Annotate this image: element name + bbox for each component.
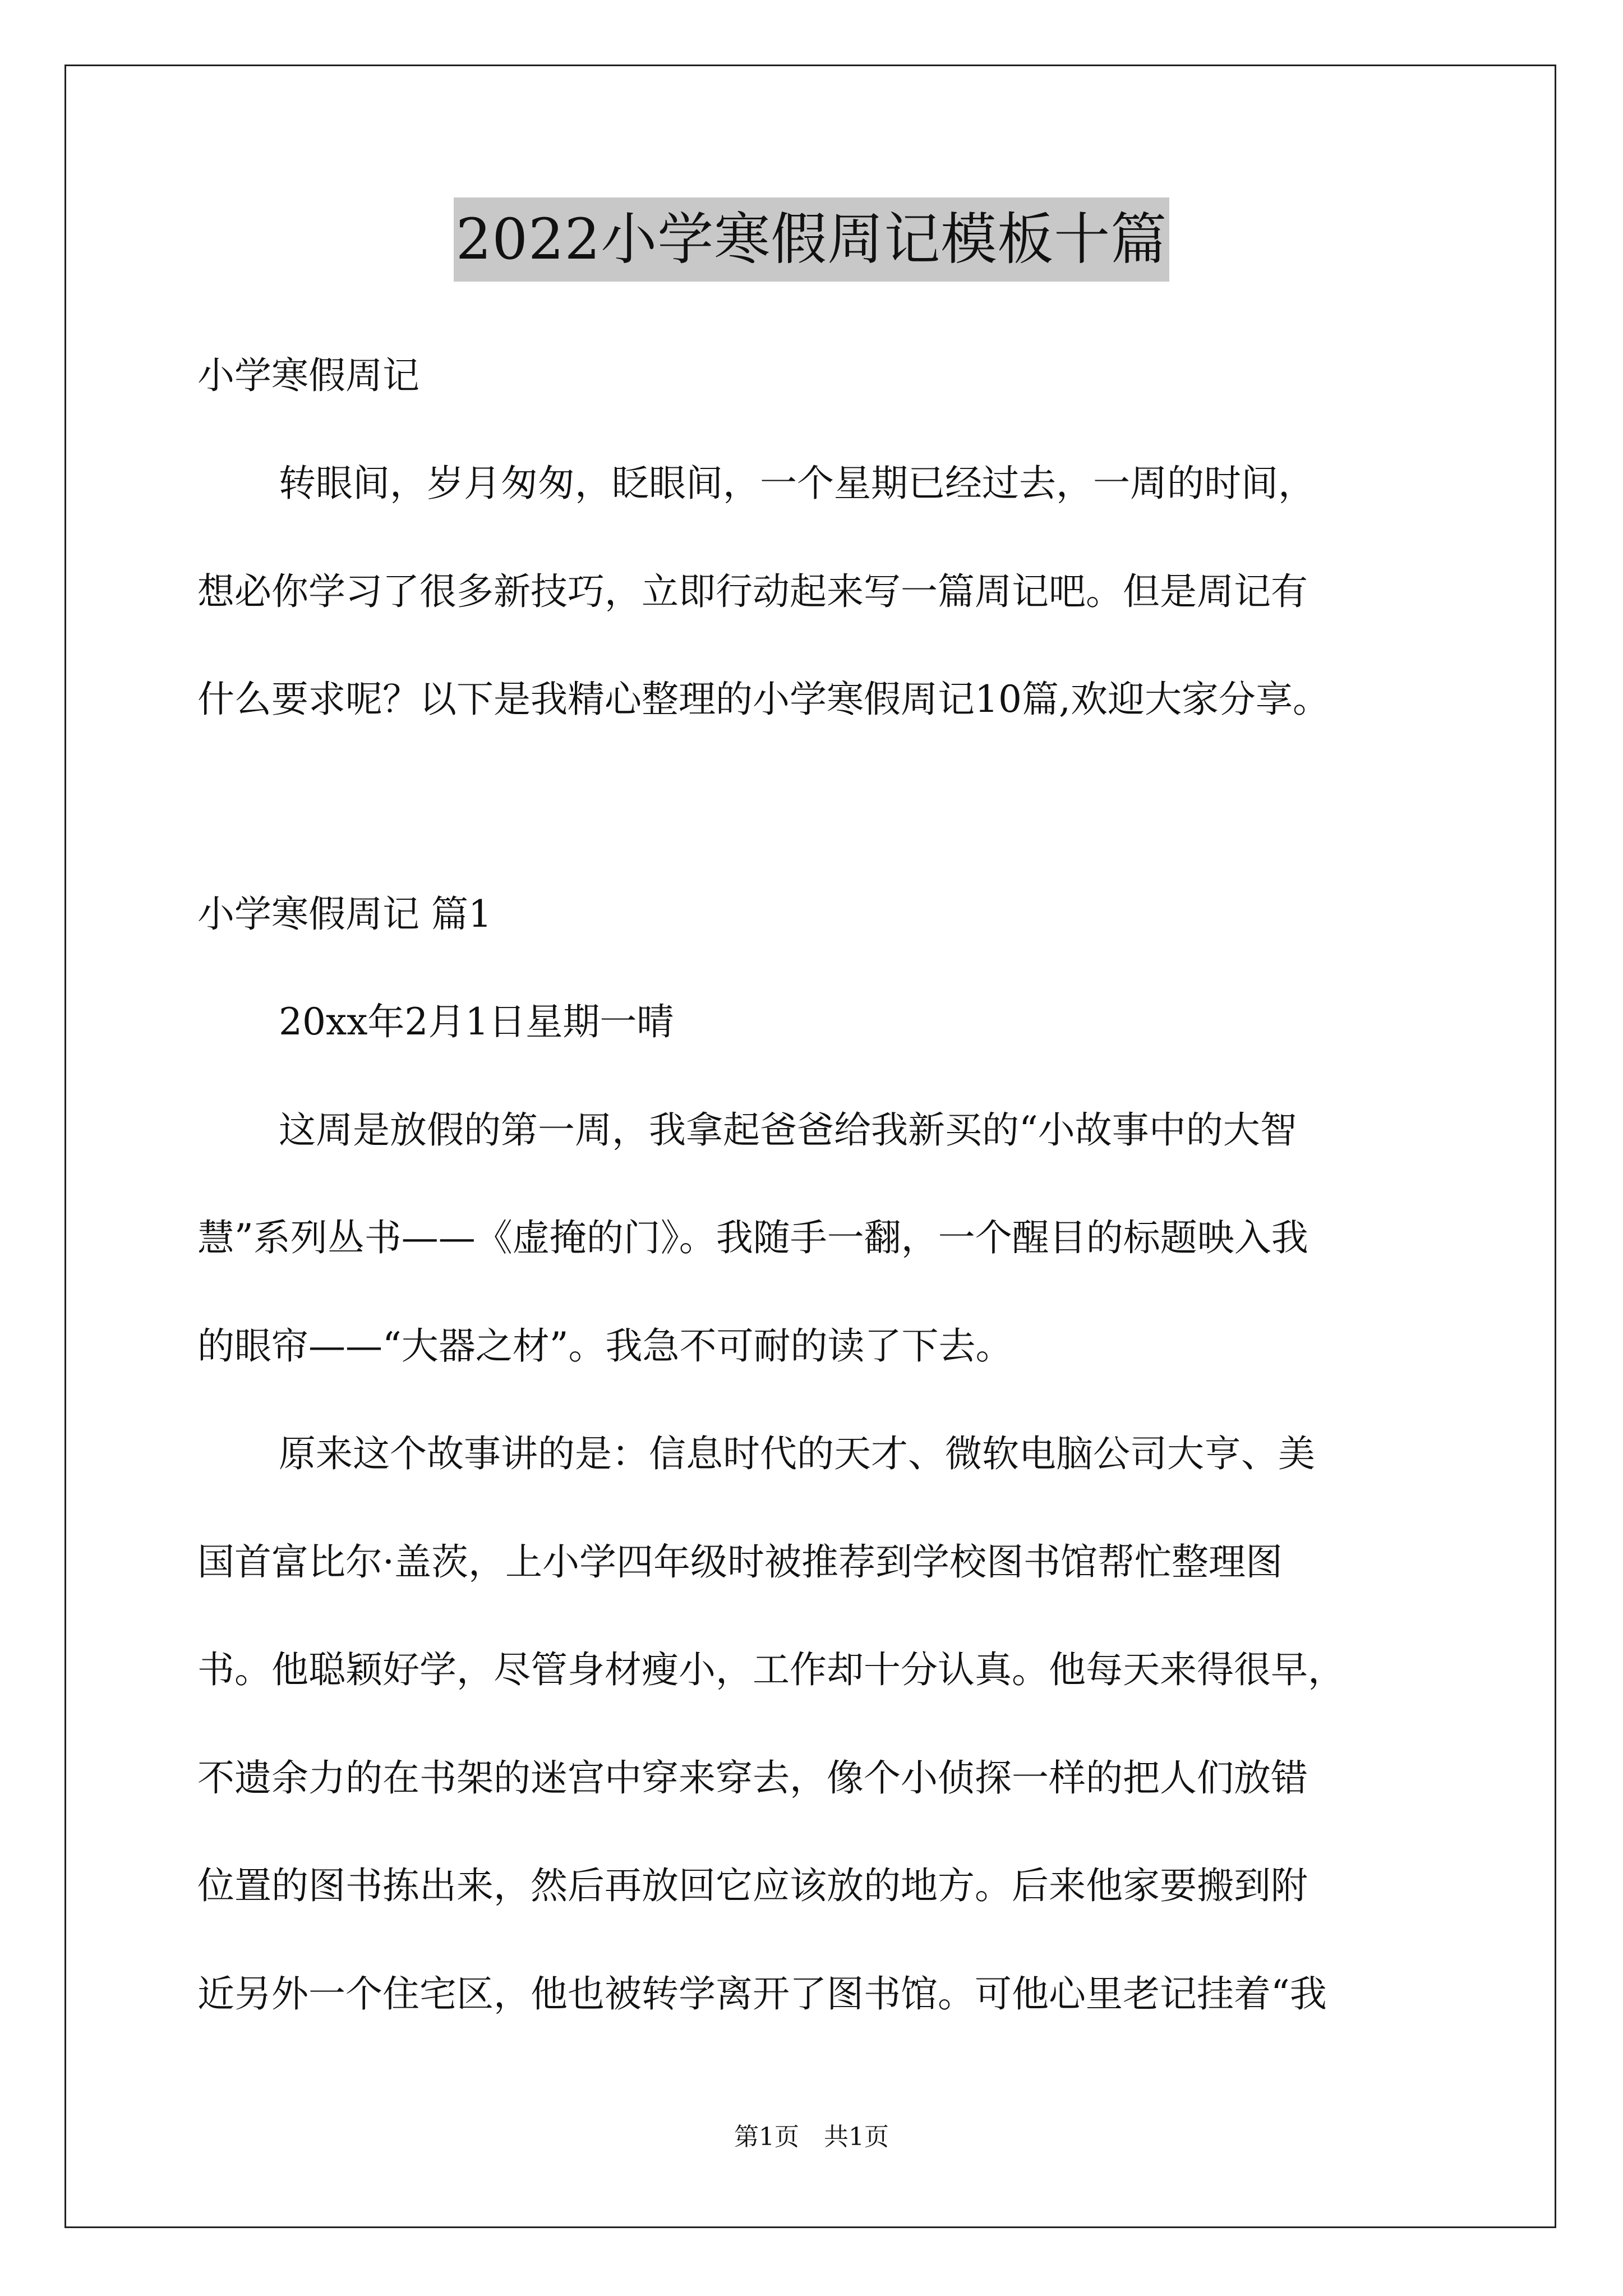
title-container [0, 197, 1623, 282]
paragraph-line: 这周是放假的第一周，我拿起爸爸给我新买的“小故事中的大智 [279, 1108, 1297, 1152]
paragraph-line: 不遗余力的在书架的迷宫中穿来穿去，像个小侦探一样的把人们放错 [197, 1756, 1308, 1800]
paragraph-line: 近另外一个住宅区，他也被转学离开了图书馆。可他心里老记挂着“我 [197, 1972, 1327, 2016]
paragraph-line: 转眼间，岁月匆匆，眨眼间，一个星期已经过去，一周的时间， [279, 462, 1315, 505]
paragraph-line: 国首富比尔·盖茨，上小学四年级时被推荐到学校图书馆帮忙整理图 [197, 1540, 1283, 1584]
paragraph-line: 书。他聪颖好学，尽管身材瘦小，工作却十分认真。他每天来得很早， [197, 1648, 1345, 1691]
paragraph-line: 什么要求呢？以下是我精心整理的小学寒假周记10篇,欢迎大家分享。 [197, 678, 1330, 721]
paragraph-line: 慧”系列丛书——《虚掩的门》。我随手一翻，一个醒目的标题映入我 [197, 1216, 1308, 1259]
paragraph-line: 原来这个故事讲的是：信息时代的天才、微软电脑公司大亨、美 [279, 1432, 1315, 1475]
paragraph-line: 想必你学习了很多新技巧，立即行动起来写一篇周记吧。但是周记有 [197, 570, 1308, 613]
page-footer: 第1页 共1页 [734, 2123, 889, 2151]
article-heading: 小学寒假周记 篇1 [197, 892, 492, 936]
document-title: 2022小学寒假周记模板十篇 [454, 197, 1170, 282]
paragraph-line: 位置的图书拣出来，然后再放回它应该放的地方。后来他家要搬到附 [197, 1864, 1308, 1907]
paragraph-line: 的眼帘——“大器之材”。我急不可耐的读了下去。 [197, 1324, 1013, 1368]
section-heading: 小学寒假周记 [197, 354, 419, 397]
date-line: 20xx年2月1日星期一晴 [279, 1000, 674, 1043]
